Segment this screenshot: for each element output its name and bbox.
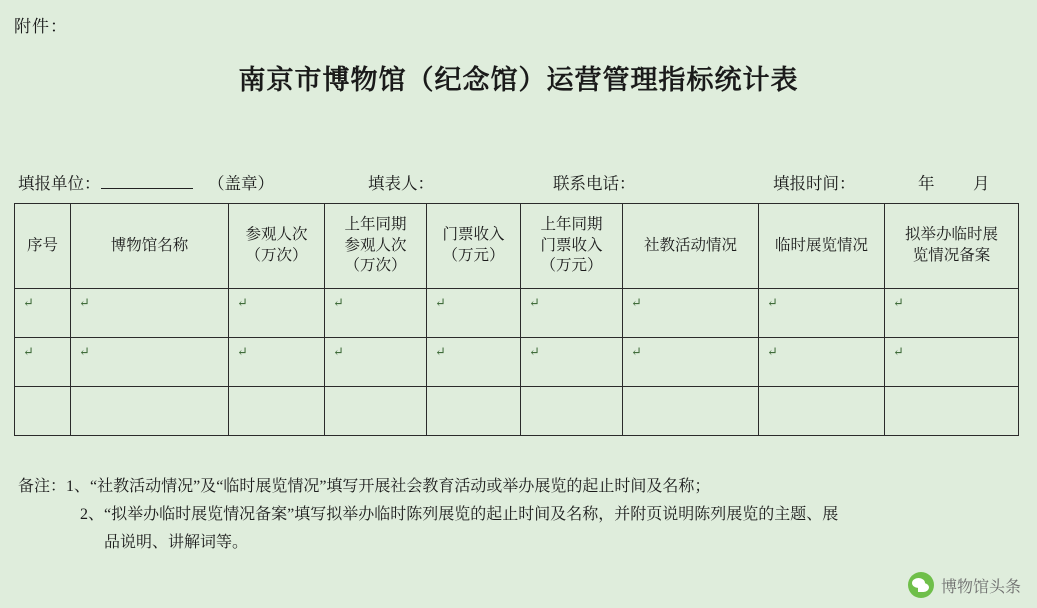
column-header-ticket-income-line2: （万元） [442, 247, 505, 264]
watermark [908, 572, 1021, 598]
column-header-visitors-last-year-line1: 上年同期 [344, 215, 407, 233]
column-header-ticket-income-last-year [521, 204, 623, 289]
watermark-text: 博物馆头条 [940, 578, 1021, 596]
cell-education-activities[interactable]: ↵ [623, 338, 759, 387]
statistics-table [14, 203, 1019, 436]
table-row[interactable] [15, 289, 1019, 338]
column-header-education-activities-line1: 社教活动情况 [643, 236, 737, 254]
column-header-index-line1: 序号 [26, 236, 58, 254]
cell-education-activities[interactable] [623, 387, 759, 436]
wechat-icon [908, 572, 934, 598]
column-header-museum-name [71, 204, 229, 289]
column-header-museum-name-line1: 博物馆名称 [110, 236, 189, 254]
cell-museum-name[interactable] [71, 387, 229, 436]
cell-visitors-last-year[interactable] [325, 387, 427, 436]
notes-line-1 [18, 473, 1008, 501]
cell-education-activities[interactable]: ↵ [623, 289, 759, 338]
cell-planned-exhibitions[interactable]: ↵ [885, 289, 1019, 338]
phone-label: 联系电话： [553, 174, 636, 193]
column-header-visitors-line1: 参观人次 [245, 226, 308, 244]
column-header-ticket-income-last-year-line2: 门票收入 [540, 236, 603, 254]
notes-item-2-line-2: 品说明、讲解词等。 [104, 534, 249, 551]
column-header-ticket-income-last-year-line3: （万元） [540, 257, 603, 275]
cell-ticket-income[interactable]: ↵ [427, 289, 521, 338]
column-header-temporary-exhibitions-line1: 临时展览情况 [774, 236, 868, 254]
cell-ticket-income-last-year[interactable]: ↵ [521, 289, 623, 338]
meta-row [18, 170, 1018, 194]
table-row[interactable] [15, 338, 1019, 387]
column-header-visitors-last-year-line2: 参观人次 [344, 236, 407, 254]
cell-visitors[interactable]: ↵ [229, 338, 325, 387]
column-header-planned-exhibitions-line1: 拟举办临时展 [904, 226, 998, 244]
column-header-visitors-last-year-line3: （万次） [344, 257, 407, 275]
cell-museum-name[interactable]: ↵ [71, 338, 229, 387]
column-header-planned-exhibitions-line2: 览情况备案 [912, 247, 991, 264]
column-header-visitors-line2: （万次） [245, 247, 308, 264]
cell-index[interactable]: ↵ [15, 338, 71, 387]
year-label: 年 [918, 174, 935, 193]
table-body [15, 289, 1019, 436]
notes-block [18, 473, 1008, 557]
cell-ticket-income-last-year[interactable]: ↵ [521, 338, 623, 387]
cell-visitors[interactable]: ↵ [229, 289, 325, 338]
cell-ticket-income-last-year[interactable] [521, 387, 623, 436]
cell-visitors[interactable] [229, 387, 325, 436]
filler-label: 填表人： [368, 174, 434, 193]
column-header-visitors [229, 204, 325, 289]
cell-temporary-exhibitions[interactable]: ↵ [759, 338, 885, 387]
cell-ticket-income[interactable] [427, 387, 521, 436]
notes-item-2-line-1: 2、“拟举办临时展览情况备案”填写拟举办临时陈列展览的起止时间及名称，并附页说明陈列展览的主题、展 [80, 506, 839, 523]
notes-item-1: 1、“社教活动情况”及“临时展览情况”填写开展社会教育活动或举办展览的起止时间及名称； [66, 478, 711, 495]
cell-planned-exhibitions[interactable]: ↵ [885, 338, 1019, 387]
column-header-ticket-income-last-year-line1: 上年同期 [540, 215, 603, 233]
cell-temporary-exhibitions[interactable] [759, 387, 885, 436]
column-header-temporary-exhibitions [759, 204, 885, 289]
page-title: 南京市博物馆（纪念馆）运营管理指标统计表 [238, 65, 799, 95]
fill-time-label: 填报时间： [773, 174, 856, 193]
cell-visitors-last-year[interactable]: ↵ [325, 338, 427, 387]
attachment-label: 附件： [14, 17, 68, 36]
column-header-ticket-income-line1: 门票收入 [442, 226, 505, 244]
month-label: 月 [973, 174, 990, 193]
cell-ticket-income[interactable]: ↵ [427, 338, 521, 387]
fill-unit-blank[interactable] [101, 173, 193, 189]
cell-index[interactable]: ↵ [15, 289, 71, 338]
notes-label: 备注： [18, 478, 67, 495]
fill-unit-field [18, 170, 193, 194]
seal-label: （盖章） [208, 174, 274, 193]
column-header-ticket-income [427, 204, 521, 289]
column-header-index [15, 204, 71, 289]
table-row[interactable] [15, 387, 1019, 436]
table-header-row [15, 204, 1019, 289]
column-header-education-activities [623, 204, 759, 289]
column-header-planned-exhibitions [885, 204, 1019, 289]
column-header-visitors-last-year [325, 204, 427, 289]
cell-temporary-exhibitions[interactable]: ↵ [759, 289, 885, 338]
cell-museum-name[interactable]: ↵ [71, 289, 229, 338]
cell-planned-exhibitions[interactable] [885, 387, 1019, 436]
cell-index[interactable] [15, 387, 71, 436]
fill-unit-label: 填报单位： [18, 174, 101, 193]
cell-visitors-last-year[interactable]: ↵ [325, 289, 427, 338]
